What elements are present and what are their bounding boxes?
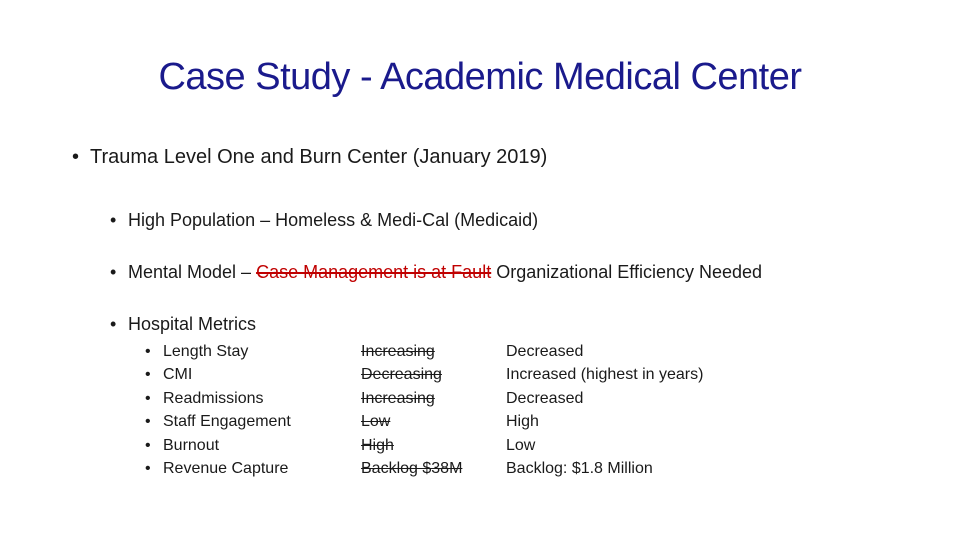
metric-label bbox=[145, 457, 291, 480]
slide-title: Case Study - Academic Medical Center bbox=[158, 56, 802, 98]
metric-old-value: High bbox=[361, 436, 394, 454]
metric-old-value: Increasing bbox=[361, 389, 435, 407]
bullet-mental-model bbox=[110, 262, 762, 283]
bullet-dot: • bbox=[145, 460, 151, 478]
metrics-new-column bbox=[506, 340, 703, 480]
metric-label bbox=[145, 340, 291, 363]
metric-label bbox=[145, 363, 291, 386]
metric-new-value: Backlog: $1.8 Million bbox=[506, 460, 653, 478]
metric-old-value: Backlog $38M bbox=[361, 460, 463, 478]
metric-new-value: Increased (highest in years) bbox=[506, 366, 704, 384]
mental-model-prefix: Mental Model – bbox=[128, 262, 257, 282]
bullet-population bbox=[110, 210, 538, 231]
mental-model-struck-text: Case Management is at Fault bbox=[256, 262, 492, 282]
metric-new-value: High bbox=[506, 413, 539, 431]
bullet-text: High Population – Homeless & Medi-Cal (Medicaid) bbox=[128, 210, 539, 230]
bullet-dot: • bbox=[110, 210, 117, 230]
bullet-hospital-metrics bbox=[110, 314, 256, 335]
metric-old-value: Decreasing bbox=[361, 366, 442, 384]
bullet-dot: • bbox=[110, 262, 117, 282]
metrics-old-column bbox=[361, 340, 462, 480]
metric-new-value: Low bbox=[506, 436, 536, 454]
metric-label-text: Length Stay bbox=[163, 343, 249, 360]
metric-label bbox=[145, 387, 291, 410]
metric-label-text: Staff Engagement bbox=[163, 413, 291, 431]
metric-label bbox=[145, 410, 291, 433]
bullet-text: Trauma Level One and Burn Center (January 2019) bbox=[90, 146, 548, 168]
bullet-dot: • bbox=[145, 389, 151, 407]
metric-label-text: CMI bbox=[163, 366, 193, 384]
bullet-dot: • bbox=[110, 314, 117, 334]
metric-label-text: Readmissions bbox=[163, 389, 264, 407]
metric-old-value: Low bbox=[361, 413, 391, 431]
metric-new-value: Decreased bbox=[506, 389, 584, 407]
bullet-dot: • bbox=[145, 413, 151, 431]
bullet-text: Hospital Metrics bbox=[128, 314, 257, 334]
metric-old-value: Increasing bbox=[361, 343, 435, 360]
bullet-dot: • bbox=[145, 366, 151, 384]
metrics-labels-column bbox=[145, 340, 291, 480]
metric-new-value: Decreased bbox=[506, 343, 584, 360]
bullet-dot: • bbox=[145, 343, 151, 360]
metric-label-text: Revenue Capture bbox=[163, 460, 289, 478]
mental-model-suffix: Organizational Efficiency Needed bbox=[491, 262, 763, 282]
bullet-dot: • bbox=[145, 436, 151, 454]
bullet-dot: • bbox=[72, 146, 80, 168]
bullet-trauma-center bbox=[72, 146, 547, 169]
metric-label bbox=[145, 434, 291, 457]
metric-label-text: Burnout bbox=[163, 436, 220, 454]
